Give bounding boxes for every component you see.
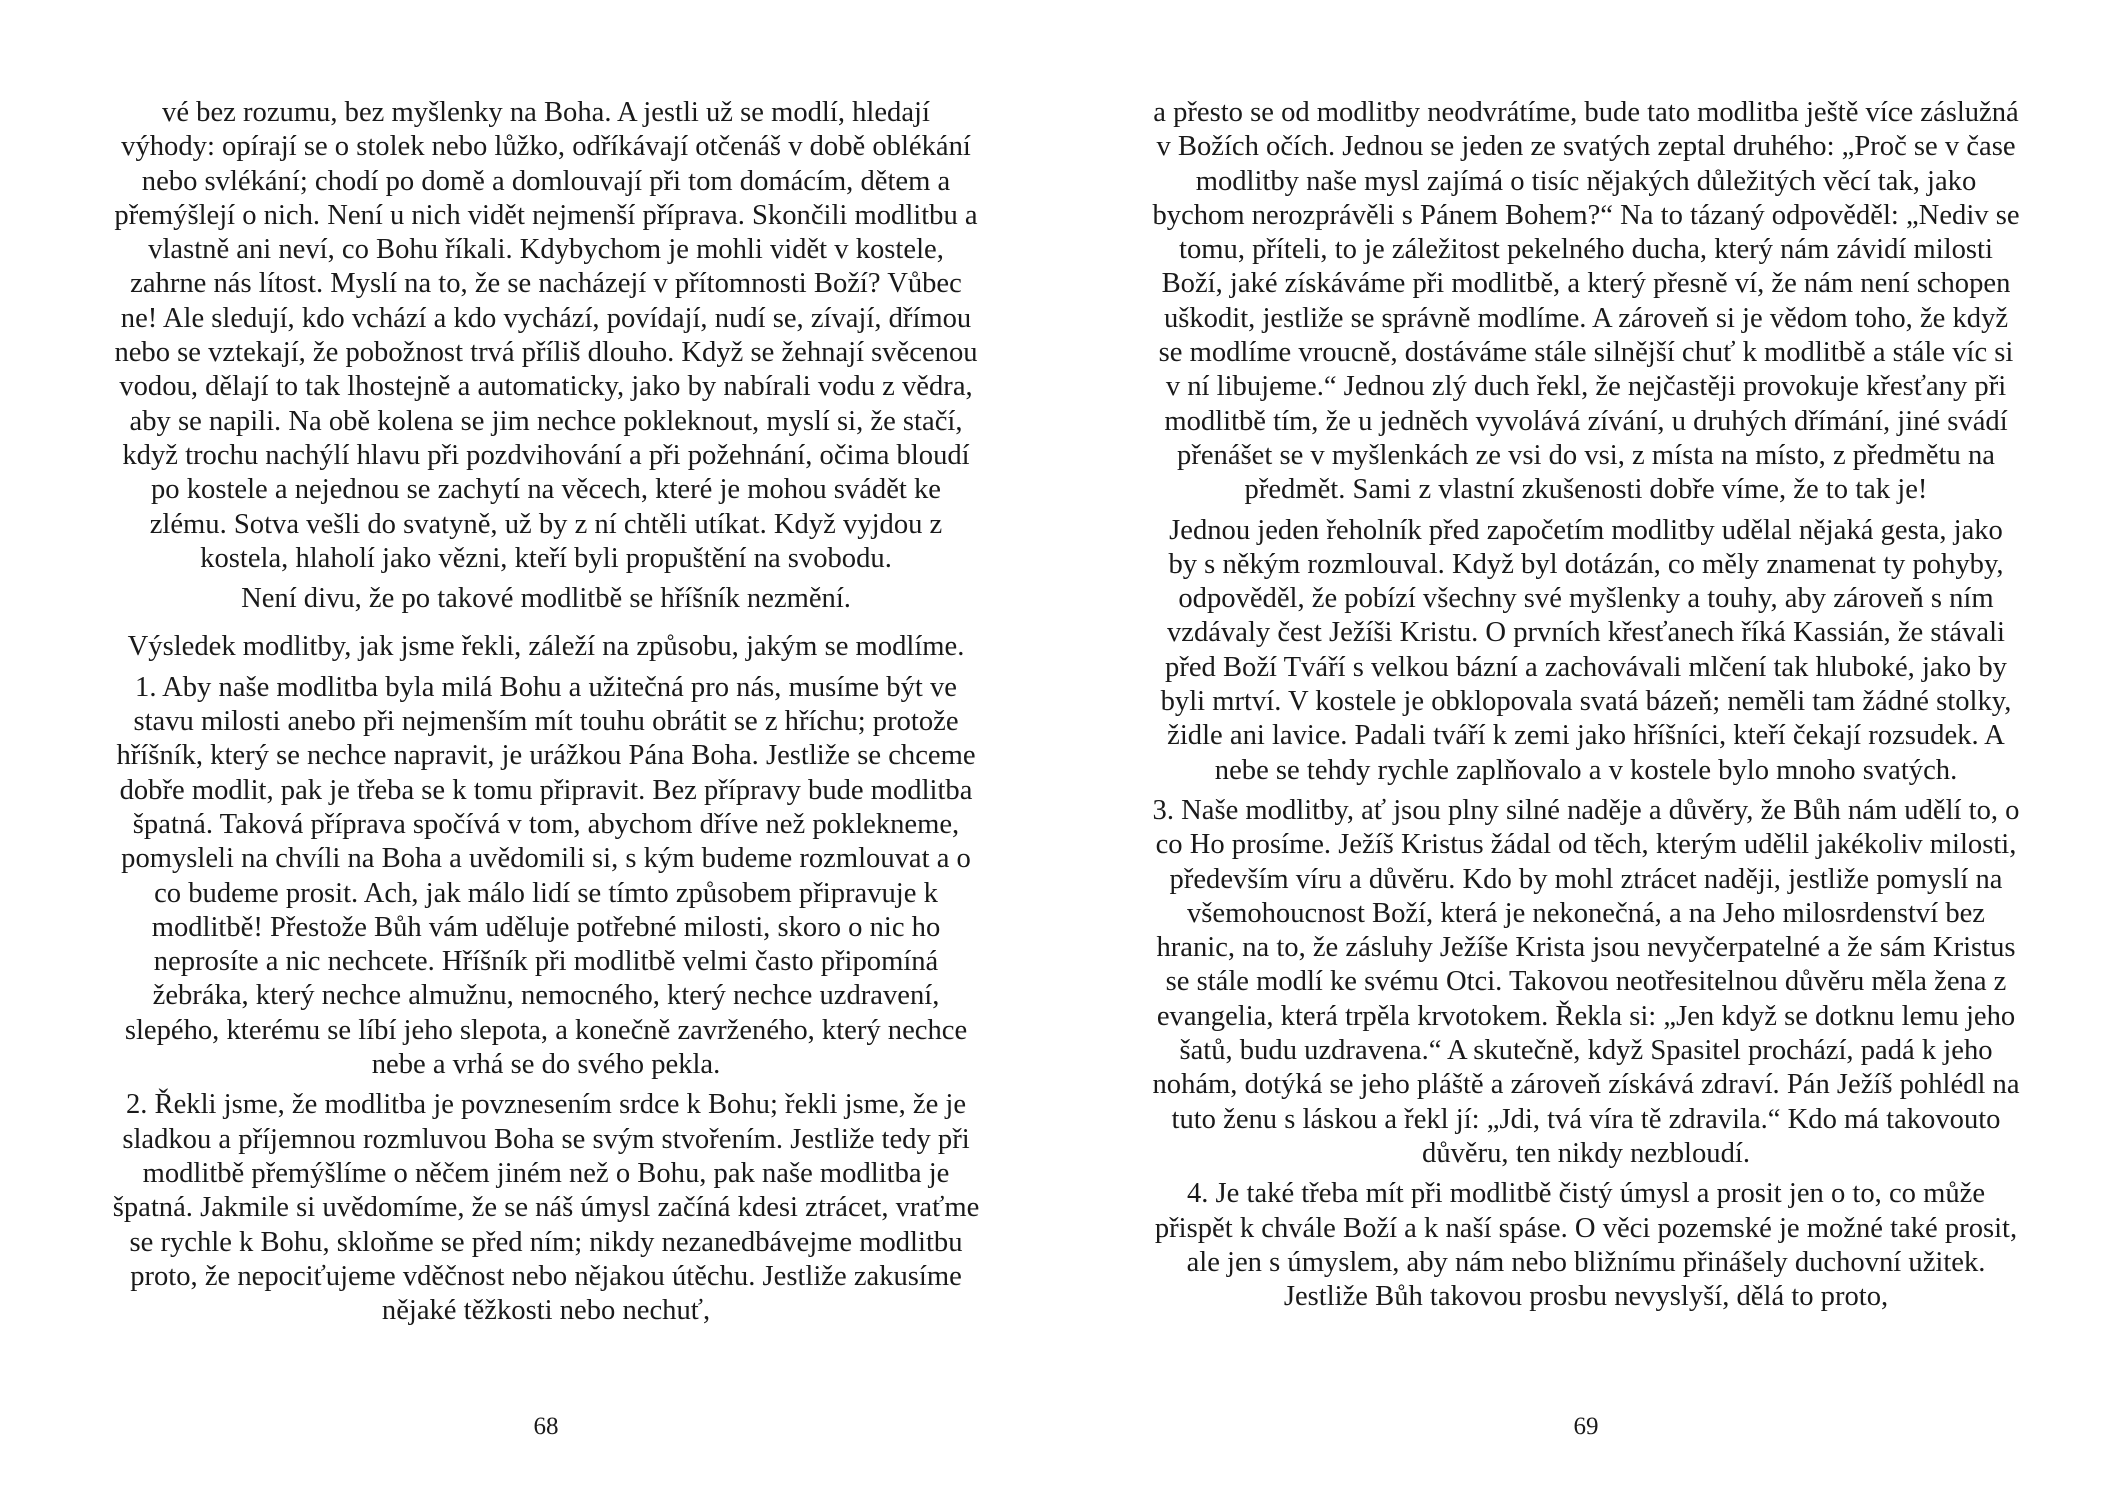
paragraph: Není divu, že po takové modlitbě se hříšník nezmění. — [241, 583, 851, 615]
page-number-right: 69 — [1573, 1413, 1599, 1440]
paragraph: a přesto se od modlitby neodvrátíme, bude tato modlitba ještě více záslužná v Božích očích. Jednou se jeden ze svatých zeptal druhého: „Proč se v čase modlitby naše mysl zajímá o tisíc nějakých důležitých věcí tak, jako bychom nerozprávěli s Pánem Bohem?“ Na to tázaný odpověděl: „Nediv se tomu, příteli, to je záležitost pekelného ducha, který nám závidí milosti Boží, jaké získáváme při modlitbě, a který přesně ví, že nám není schopen uškodit, jestliže se správně modlíme. A zároveň si je vědom toho, že když se modlíme vroucně, dostáváme stále silnější chuť k modlitbě a stále víc si v ní libujeme.“ Jednou zlý duch řekl, že nejčastěji provokuje křesťany při modlitbě tím, že u jedněch vyvolává zívání, u druhých dřímání, jiné svádí přenášet se v myšlenkách ze vsi do vsi, z místa na místo, z předmětu na předmět. Sami z vlastní zkušenosti dobře víme, že to tak je! — [1152, 97, 2020, 506]
paragraph: 1. Aby naše modlitba byla milá Bohu a užitečná pro nás, musíme být ve stavu milosti anebo při nejmenším mít touhu obrátit se z hříchu; protože hříšník, který se nechce napravit, je urážkou Pána Boha. Jestliže se chceme dobře modlit, pak je třeba se k tomu připravit. Bez přípravy bude modlitba špatná. Taková příprava spočívá v tom, abychom dříve než poklekneme, pomysleli na chvíli na Boha a uvědomili si, s kým budeme rozmlouvat a o co budeme prosit. Ach, jak málo lidí se tímto způsobem připravuje k modlitbě! Přestože Bůh vám uděluje potřebné milosti, skoro o nic ho neprosíte a nic nechcete. Hříšník při modlitbě velmi často připomíná žebráka, který nechce almužnu, nemocného, který nechce uzdravení, slepého, kterému se líbí jeho slepota, a konečně zavrženého, který nechce nebe a vrhá se do svého pekla. — [116, 671, 976, 1081]
paragraph: 3. Naše modlitby, ať jsou plny silné naděje a důvěry, že Bůh nám udělí to, o co Ho prosíme. Ježíš Kristus žádal od těch, kterým udělil jakékoliv milosti, především víru a důvěru. Kdo by mohl ztrácet naději, jestliže pomyslí na všemohoucnost Boží, která je nekonečná, a na Jeho milosrdenství bez hranic, na to, že zásluhy Ježíše Krista jsou nevyčerpatelné a že sám Kristus se stále modlí ke svému Otci. Takovou neotřesitelnou důvěru měla žena z evangelia, která trpěla krvotokem. Řekla si: „Jen když se dotknu lemu jeho šatů, budu uzdravena.“ A skutečně, když Spasitel prochází, padá k jeho nohám, dotýká se jeho pláště a zároveň získává zdraví. Pán Ježíš pohlédl na tuto ženu s láskou a řekl jí: „Jdi, tvá víra tě zdravila.“ Kdo má takovouto důvěru, ten nikdy nezbloudí. — [1152, 794, 2020, 1169]
page-number-left: 68 — [533, 1413, 559, 1440]
paragraph: 2. Řekli jsme, že modlitba je povznesením srdce k Bohu; řekli jsme, že je sladkou a příjemnou rozmluvou Boha se svým stvořením. Jestliže tedy při modlitbě přemýšlíme o něčem jiném než o Bohu, pak naše modlitba je špatná. Jakmile si uvědomíme, že se náš úmysl začíná kdesi ztrácet, vraťme se rychle k Bohu, sklоňme se před ním; nikdy nezanedbávejme modlitbu proto, že nepociťujeme vděčnost nebo nějakou útěchu. Jestliže zakusíme nějaké těžkosti nebo nechuť, — [112, 1089, 980, 1327]
left-page — [112, 96, 980, 1396]
right-page — [1152, 96, 2020, 1396]
paragraph: vé bez rozumu, bez myšlenky na Boha. A jestli už se modlí, hledají výhody: opírají se o stolek nebo lůžko, odříkávají otčenáš v době oblékání nebo svlékání; chodí po domě a domlouvají při tom domácím, dětem a přemýšlejí o nich. Není u nich vidět nejmenší příprava. Skončili modlitbu a vlastně ani neví, co Bohu říkali. Kdybychom je mohli vidět v kostele, zahrne nás lítost. Myslí na to, že se nacházejí v přítomnosti Boží? Vůbec ne! Ale sledují, kdo vchází a kdo vychází, povídají, nudí se, zívají, dřímou nebo se vztekají, že pobožnost trvá příliš dlouho. Když se žehnají svěcenou vodou, dělají to tak lhostejně a automaticky, jako by nabírali vodu z vědra, aby se napili. Na obě kolena se jim nechce pokleknout, myslí si, že stačí, když trochu nachýlí hlavu při pozdvihování a při požehnání, očima bloudí po kostele a nejednou se zachytí na věcech, které je mohou svádět ke zlému. Sotva vešli do svatyně, už by z ní chtěli utíkat. Když vyjdou z kostela, hlaholí jako vězni, kteří byli propuštění na svobodu. — [114, 97, 978, 574]
paragraph: Jednou jeden řeholník před započetím modlitby udělal nějaká gesta, jako by s někým rozmlouval. Když byl dotázán, co měly znamenat ty pohyby, odpověděl, že pobízí všechny své myšlenky a touhy, aby zároveň s ním vzdávaly čest Ježíši Kristu. O prvních křesťanech říká Kassián, že stávali před Boží Tváří s velkou bázní a zachovávali mlčení tak hluboké, jako by byli mrtví. V kostele je obklopovala svatá bázeň; neměli tam žádné stolky, židle ani lavice. Padali tváří k zemi jako hříšníci, kteří čekají rozsudek. A nebe se tehdy rychle zaplňovalo a v kostele bylo mnoho svatých. — [1160, 514, 2012, 786]
paragraph: Výsledek modlitby, jak jsme řekli, záleží na způsobu, jakým se modlíme. — [127, 631, 965, 663]
paragraph: 4. Je také třeba mít při modlitbě čistý úmysl a prosit jen o to, co může přispět k chvále Boží a k naší spáse. O věci pozemské je možné také prosit, ale jen s úmyslem, aby nám nebo bližnímu přinášely duchovní užitek. Jestliže Bůh takovou prosbu nevyslyší, dělá to proto, — [1154, 1178, 2018, 1313]
